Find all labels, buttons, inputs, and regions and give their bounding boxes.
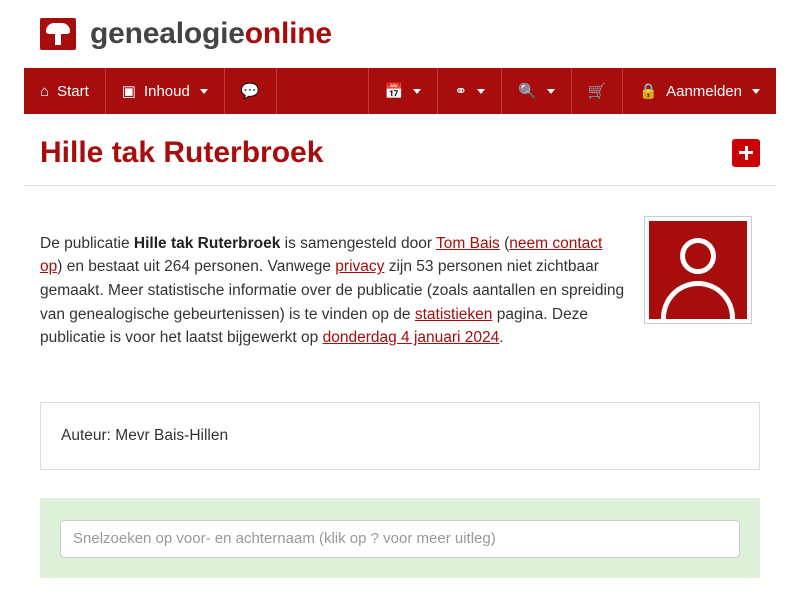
chat-bubble-icon: 💬	[240, 82, 260, 100]
tree-logo-trunk	[55, 32, 61, 45]
intro-text-4: ) en bestaat uit 264 personen. Vanwege	[57, 258, 336, 276]
intro-text-1: De publicatie	[40, 234, 134, 252]
calendar-icon: 📅	[384, 82, 404, 100]
brand-header	[0, 0, 800, 68]
contact-link[interactable]: neem contact op	[40, 234, 603, 276]
tree-logo-icon[interactable]	[40, 18, 76, 50]
user-avatar-icon	[649, 221, 747, 319]
nav-item-inhoud-label: Inhoud	[143, 82, 190, 100]
nav-item-start[interactable]	[24, 68, 106, 114]
chevron-down-icon	[477, 89, 485, 94]
avatar-body	[661, 281, 735, 319]
nav-left-group	[24, 68, 277, 114]
nav-item-aanmelden[interactable]	[622, 68, 776, 114]
author-box	[40, 402, 760, 470]
nav-right-group	[368, 68, 776, 114]
publication-name: Hille tak Ruterbroek	[133, 234, 281, 252]
search-input[interactable]	[60, 520, 740, 558]
cart-icon: 🛒	[587, 82, 607, 100]
publication-intro-text	[40, 232, 626, 351]
main-navigation	[24, 68, 776, 114]
intro-text-6: pagina. Deze publicatie is voor het laatst bijgewerkt op	[40, 305, 589, 347]
main-content	[24, 186, 776, 578]
nav-item-calendar[interactable]	[368, 68, 438, 114]
avatar-head	[680, 238, 716, 274]
quick-search-panel	[40, 498, 760, 578]
plus-icon[interactable]	[732, 139, 760, 167]
intro-text-2: is samengesteld door	[280, 234, 437, 252]
nav-item-inhoud[interactable]	[106, 68, 225, 114]
nav-item-start-label: Start	[57, 82, 89, 100]
brand-title-part2: online	[244, 17, 332, 50]
author-link[interactable]: Tom Bais	[436, 234, 500, 252]
nav-item-aanmelden-label: Aanmelden	[666, 82, 742, 100]
brand-title-part1: genealogie	[90, 17, 245, 50]
page-title: Hille tak Ruterbroek	[40, 136, 324, 169]
nav-item-tree[interactable]	[437, 68, 501, 114]
author-box-text: Auteur: Mevr Bais-Hillen	[61, 426, 229, 444]
chevron-down-icon	[752, 89, 760, 94]
statistics-link[interactable]: statistieken	[414, 305, 493, 323]
last-updated-link[interactable]: donderdag 4 januari 2024	[322, 329, 500, 347]
brand-title[interactable]	[90, 17, 332, 51]
intro-text-3: (	[499, 234, 510, 252]
page-title-row	[24, 114, 776, 179]
lock-icon: 🔒	[639, 82, 659, 100]
nav-item-search[interactable]	[501, 68, 571, 114]
nav-item-cart[interactable]	[571, 68, 623, 114]
intro-text-7: .	[499, 329, 504, 347]
nav-item-chat[interactable]	[225, 68, 277, 114]
intro-text-5: zijn 53 personen niet zichtbaar gemaakt. Meer statistische informatie over de publicatie (zoals aantallen en spreiding van genealogische gebeurtenissen) is te vinden op de	[40, 258, 625, 323]
search-icon: 🔍	[518, 82, 537, 100]
book-icon: ▣	[121, 82, 136, 100]
avatar-frame	[644, 216, 752, 324]
chevron-down-icon	[200, 89, 208, 94]
home-icon: ⌂	[40, 82, 50, 100]
chevron-down-icon	[547, 89, 555, 94]
chevron-down-icon	[413, 89, 421, 94]
publication-intro	[40, 186, 760, 366]
tree-branch-icon: ⚭	[454, 82, 468, 100]
privacy-link[interactable]: privacy	[335, 258, 385, 276]
